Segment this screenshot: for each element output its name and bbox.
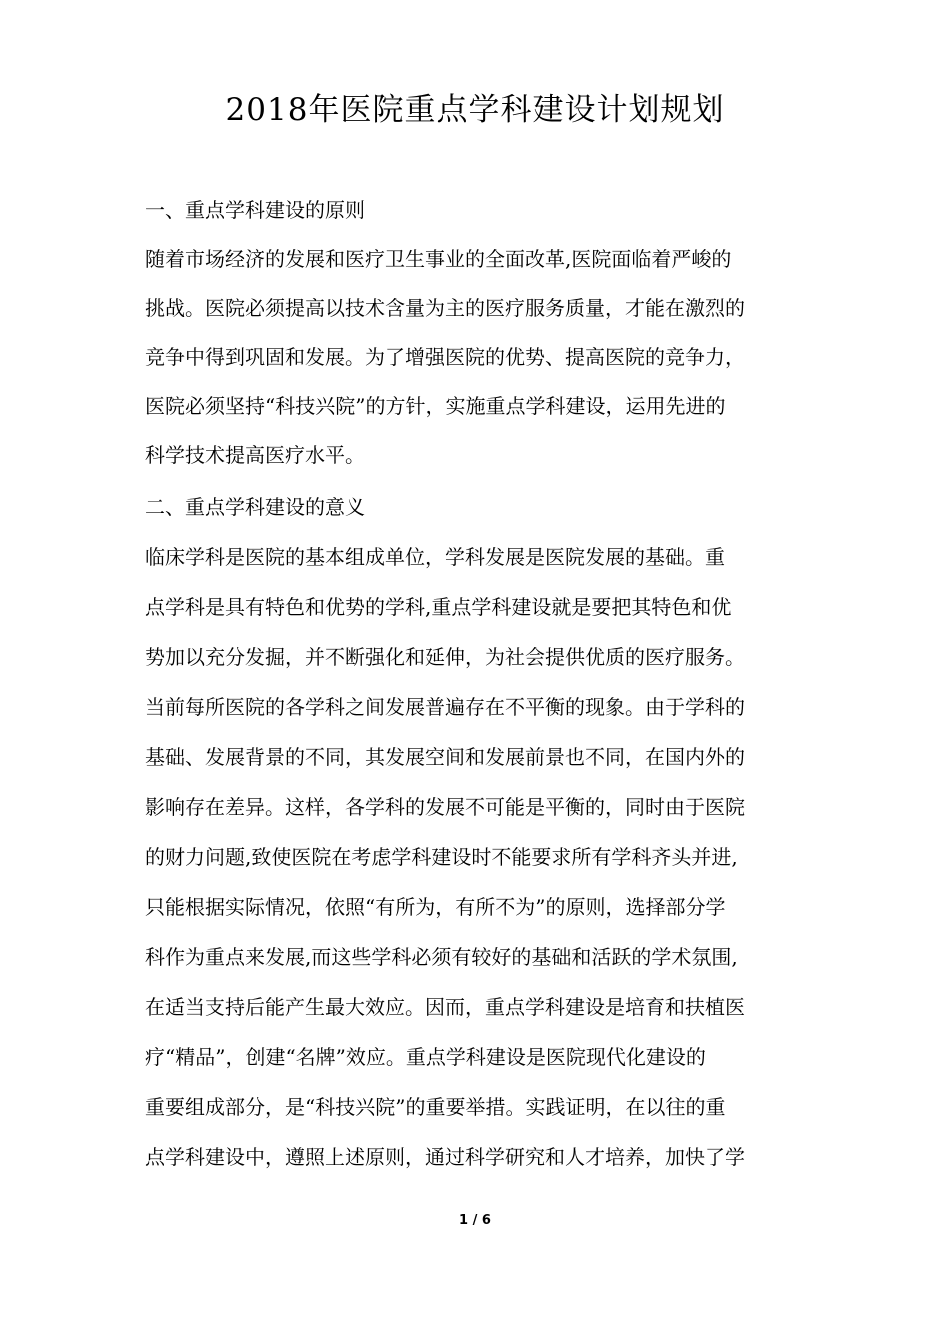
paragraph-line: 重要组成部分，是“科技兴院”的重要举措。实践证明，在以往的重 (145, 1095, 726, 1119)
paragraph-line: 点学科建设中，遵照上述原则，通过科学研究和人才培养，加快了学 (145, 1145, 745, 1169)
paragraph-line: 影响存在差异。这样，各学科的发展不可能是平衡的，同时由于医院 (145, 795, 745, 819)
document-title: 2018年医院重点学科建设计划规划 (225, 92, 725, 128)
paragraph-line: 疗“精品”，创建“名牌”效应。重点学科建设是医院现代化建设的 (145, 1045, 706, 1069)
paragraph-line: 的财力问题,致使医院在考虑学科建设时不能要求所有学科齐头并进, (145, 845, 738, 869)
paragraph-line: 基础、发展背景的不同，其发展空间和发展前景也不同，在国内外的 (145, 745, 745, 769)
paragraph-line: 临床学科是医院的基本组成单位，学科发展是医院发展的基础。重 (145, 545, 725, 569)
paragraph-line: 当前每所医院的各学科之间发展普遍存在不平衡的现象。由于学科的 (145, 695, 745, 719)
section-heading-2: 二、重点学科建设的意义 (145, 495, 365, 519)
paragraph-line: 只能根据实际情况，依照“有所为，有所不为”的原则，选择部分学 (145, 895, 726, 919)
paragraph-line: 竞争中得到巩固和发展。为了增强医院的优势、提高医院的竞争力， (145, 345, 745, 369)
paragraph-line: 随着市场经济的发展和医疗卫生事业的全面改革,医院面临着严峻的 (145, 247, 732, 271)
paragraph-line: 科作为重点来发展,而这些学科必须有较好的基础和活跃的学术氛围, (145, 945, 738, 969)
paragraph-line: 医院必须坚持“科技兴院”的方针，实施重点学科建设，运用先进的 (145, 394, 726, 418)
paragraph-line: 点学科是具有特色和优势的学科,重点学科建设就是要把其特色和优 (145, 595, 732, 619)
paragraph-line: 势加以充分发掘，并不断强化和延伸，为社会提供优质的医疗服务。 (145, 645, 745, 669)
page-number: 1 / 6 (459, 1213, 491, 1228)
paragraph-line: 科学技术提高医疗水平。 (145, 443, 365, 467)
paragraph-line: 在适当支持后能产生最大效应。因而，重点学科建设是培育和扶植医 (145, 995, 745, 1019)
paragraph-line: 挑战。医院必须提高以技术含量为主的医疗服务质量，才能在激烈的 (145, 296, 745, 320)
section-heading-1: 一、重点学科建设的原则 (145, 198, 365, 222)
